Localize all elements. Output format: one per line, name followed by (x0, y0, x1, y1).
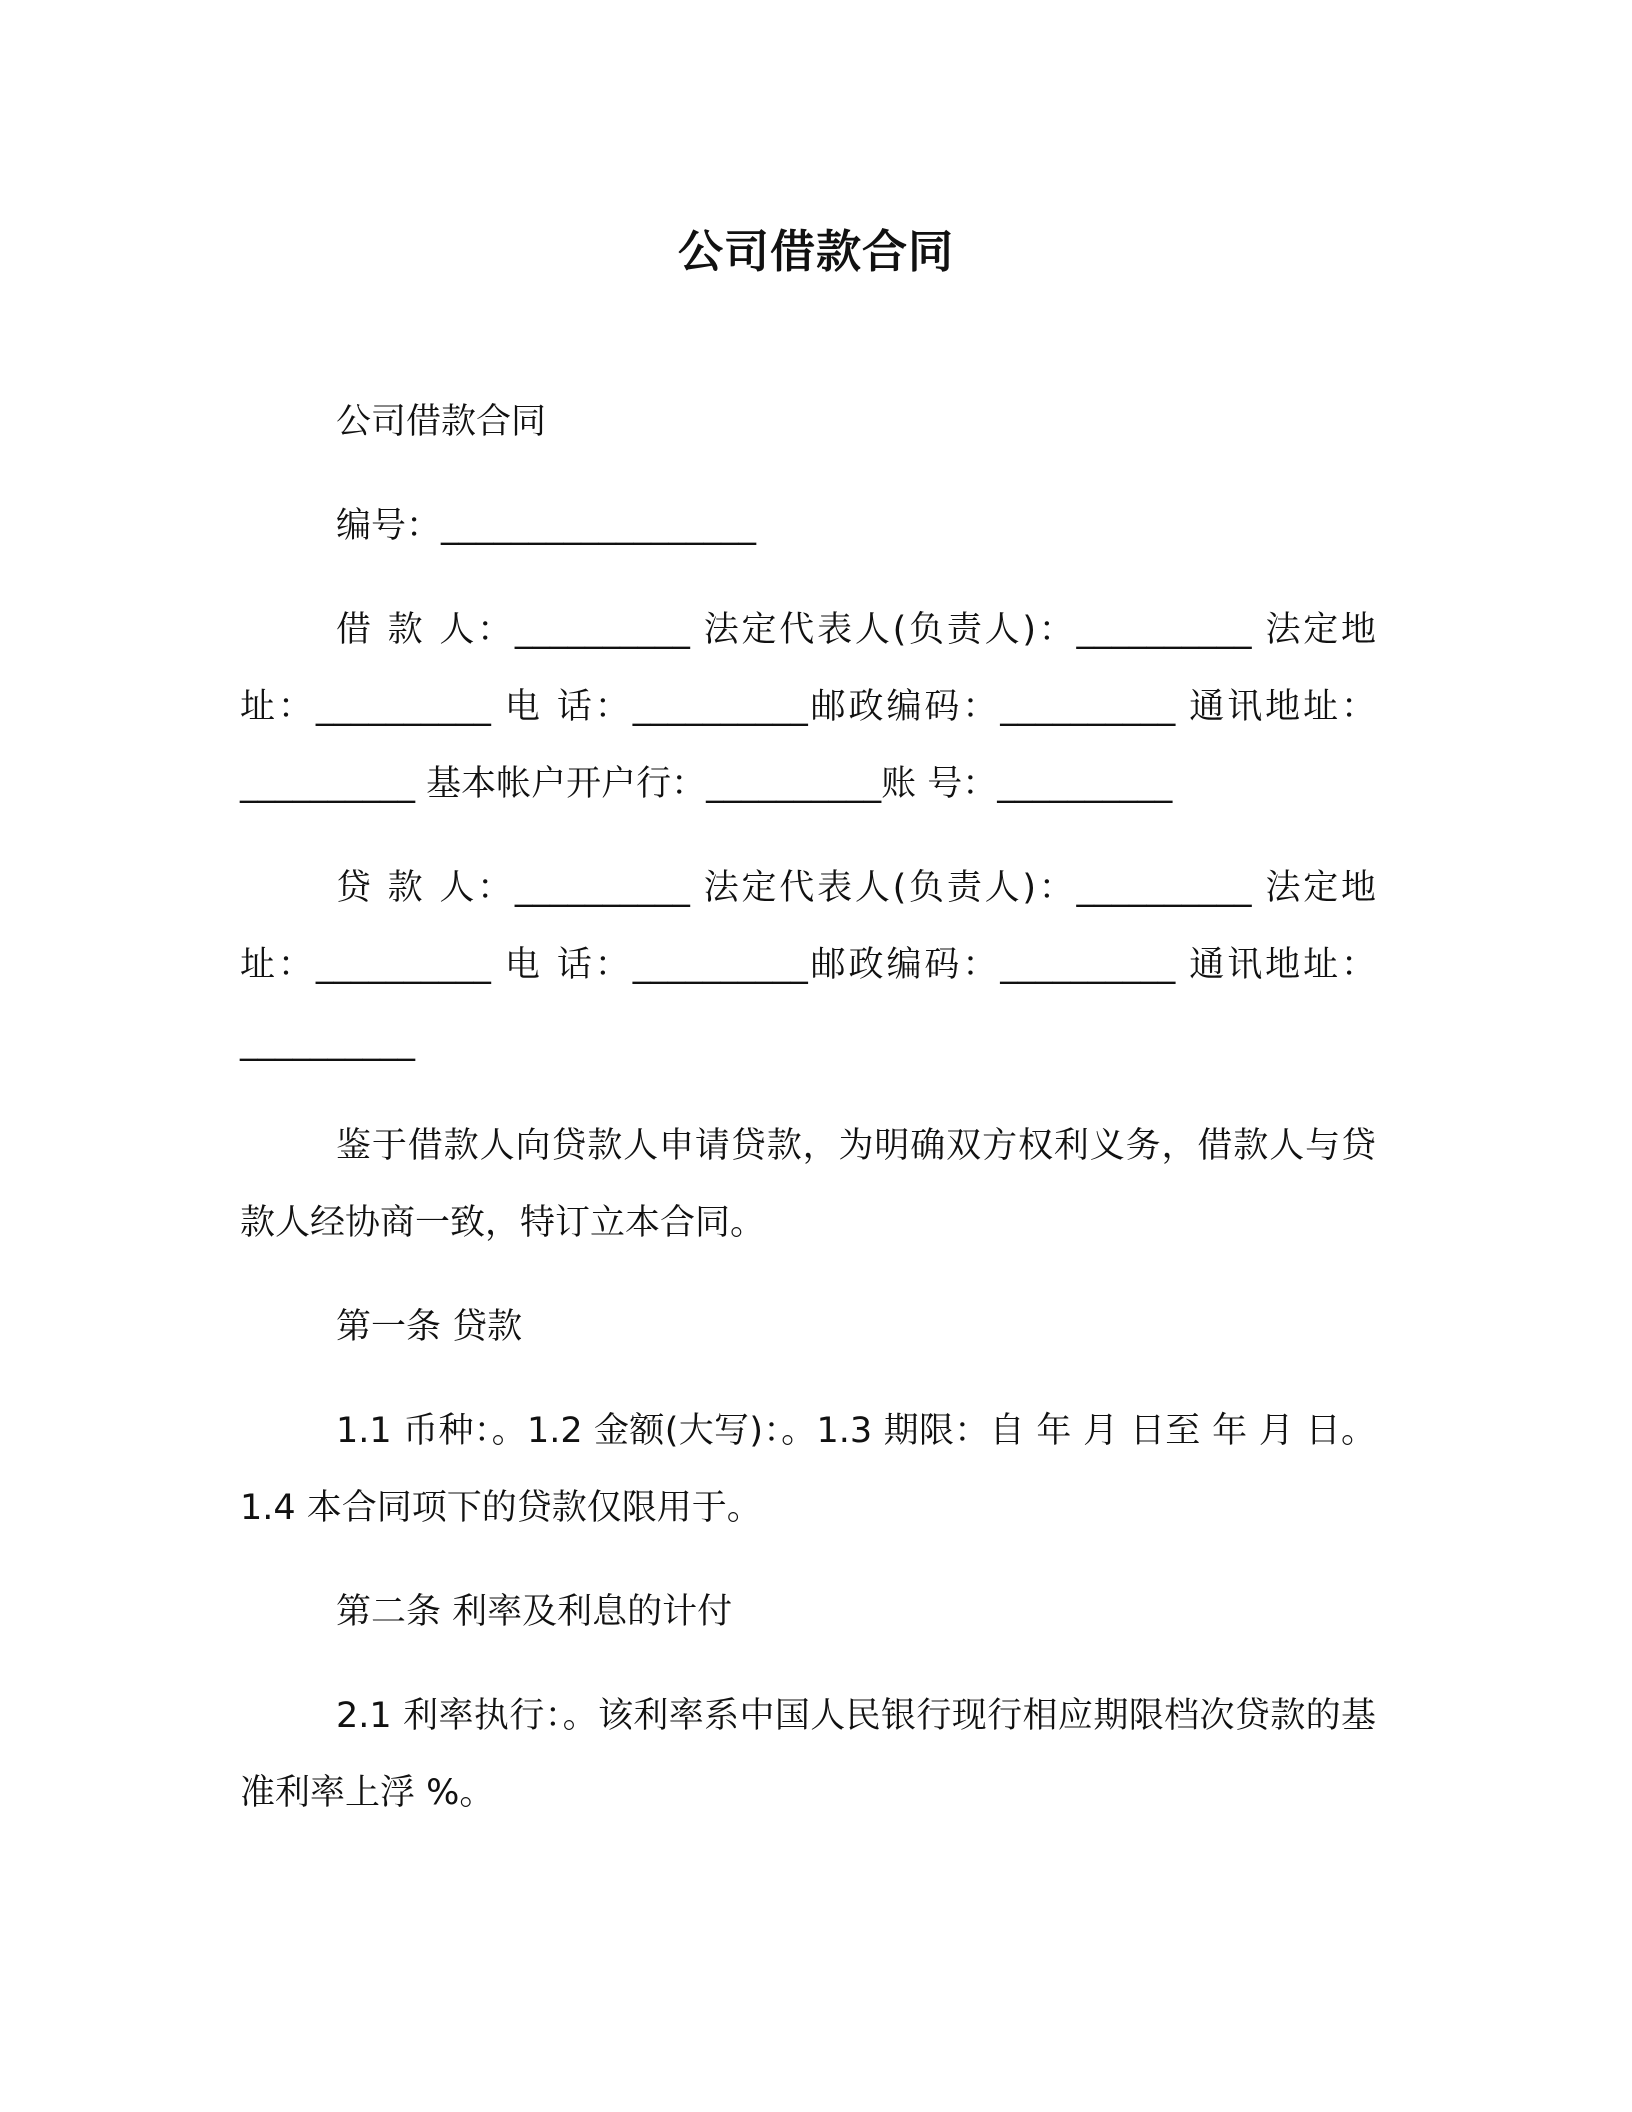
article-1-clauses: 1.1 币种：。1.2 金额(大写)：。1.3 期限：自 年 月 日至 年 月 日。1.4 本合同项下的贷款仅限用于。 (240, 1411, 1376, 1528)
contract-heading: 公司借款合同 (336, 402, 547, 442)
article-1-heading: 第一条 贷款 (336, 1307, 523, 1347)
document-title: 公司借款合同 (677, 225, 954, 278)
article-2-clause-2-1: 2.1 利率执行：。该利率系中国人民银行现行相应期限档次贷款的基准利率上浮 %。 (240, 1696, 1376, 1813)
preamble: 鉴于借款人向贷款人申请贷款，为明确双方权利义务，借款人与贷款人经协商一致，特订立本合同。 (240, 1126, 1376, 1243)
lender-info: 贷 款 人：__________ 法定代表人(负责人)：__________ 法定地址：__________ 电 话：__________邮政编码：__________ 通讯地址：__________ (240, 868, 1376, 1062)
article-2-heading: 第二条 利率及利息的计付 (336, 1592, 733, 1632)
document-body (240, 384, 1376, 1859)
contract-number-field: 编号：__________________ (336, 506, 757, 546)
borrower-info: 借 款 人：__________ 法定代表人(负责人)：__________ 法定地址：__________ 电 话：__________邮政编码：__________ 通讯地址：__________ 基本帐户开户行：__________账 号：__________ (240, 610, 1376, 804)
